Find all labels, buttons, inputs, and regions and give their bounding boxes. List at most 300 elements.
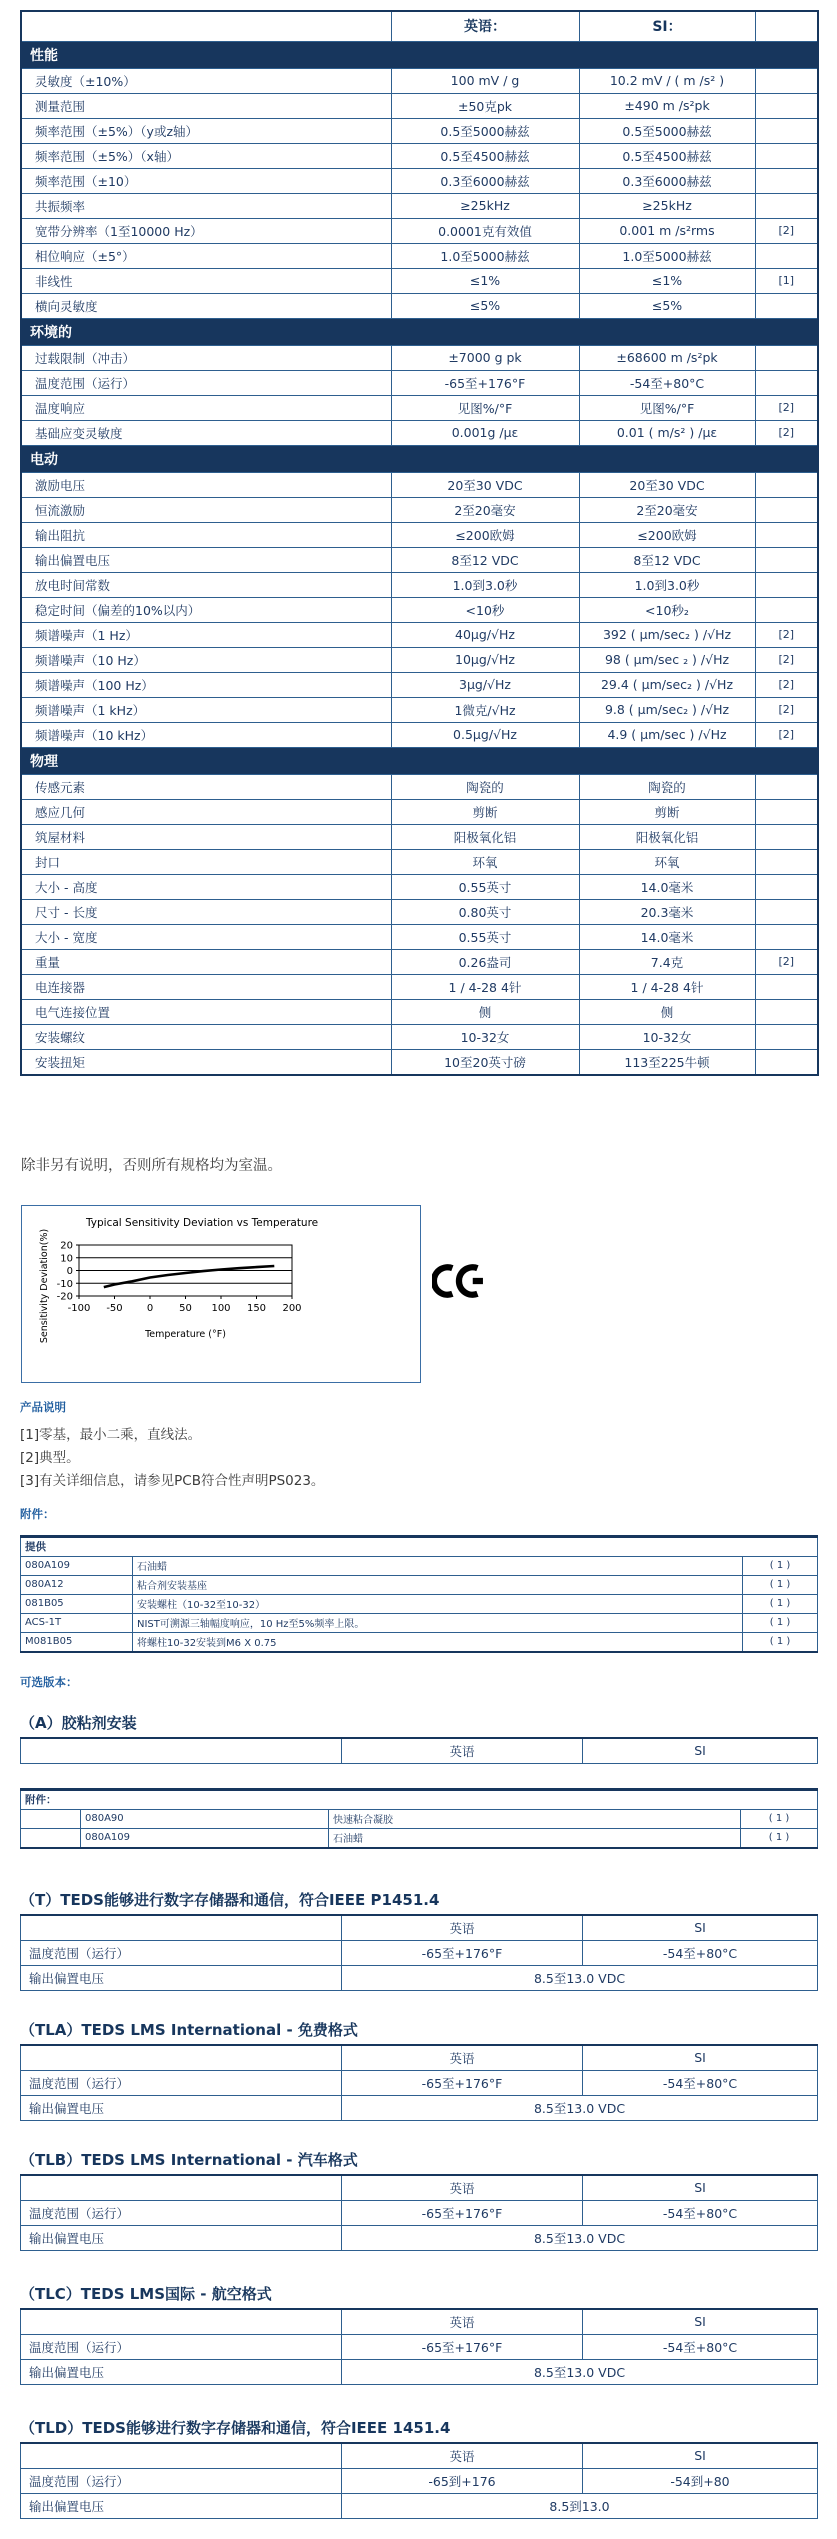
spec-label: 激励电压 — [21, 472, 391, 497]
chart-xtick: 150 — [246, 1302, 267, 1314]
spec-label: 放电时间常数 — [21, 572, 391, 597]
spec-row — [21, 949, 818, 974]
spec-label: 频谱噪声（1 kHz） — [21, 697, 391, 722]
accessory-part-number: 080A12 — [21, 1575, 133, 1594]
supplied-label: 提供 — [21, 1536, 818, 1556]
spec-note-ref — [755, 168, 818, 193]
version-spec-english-value: -65至+176°F — [342, 2200, 583, 2225]
accessory-quantity: ( 1 ) — [743, 1594, 818, 1613]
spec-row — [21, 899, 818, 924]
spec-row — [21, 472, 818, 497]
version-accessories-header-row — [21, 1789, 818, 1809]
spec-english-value: <10秒 — [391, 597, 579, 622]
spec-label: 宽带分辨率（1至10000 Hz） — [21, 218, 391, 243]
version-col-spacer — [21, 2045, 342, 2071]
spec-english-value: 0.26盎司 — [391, 949, 579, 974]
section-title: 物理 — [21, 747, 818, 774]
spec-si-value: 环氧 — [579, 849, 755, 874]
spec-english-value: 0.55英寸 — [391, 924, 579, 949]
version-col-english: 英语 — [342, 1915, 583, 1941]
accessory-quantity: ( 1 ) — [743, 1632, 818, 1652]
chart-series-line — [104, 1266, 274, 1287]
section-header-row — [21, 318, 818, 345]
version-spec-english-value: -65至+176°F — [342, 1940, 583, 1965]
chart-xlabel: Temperature (°F) — [145, 1328, 226, 1340]
spec-row — [21, 999, 818, 1024]
spec-row — [21, 118, 818, 143]
version-table-TLD — [20, 2442, 818, 2519]
header-english-label: 英语： — [391, 11, 579, 41]
spec-note-ref — [755, 68, 818, 93]
spec-row — [21, 672, 818, 697]
spec-label: 温度响应 — [21, 395, 391, 420]
spec-note-ref: [2] — [755, 218, 818, 243]
spec-english-value: 0.5至4500赫兹 — [391, 143, 579, 168]
spec-note-ref — [755, 1049, 818, 1075]
version-heading-TLB: （TLB）TEDS LMS International - 汽车格式 — [20, 2150, 358, 2169]
sensitivity-chart-svg — [22, 1206, 420, 1382]
spec-label: 安装扭矩 — [21, 1049, 391, 1075]
spec-note-ref — [755, 243, 818, 268]
version-table-header-row — [21, 2175, 818, 2201]
chart-and-ce-row — [20, 1205, 817, 1383]
version-col-si: SI — [583, 2309, 818, 2335]
spec-english-value: 0.5至5000赫兹 — [391, 118, 579, 143]
version-accessory-part-number: 080A109 — [81, 1828, 329, 1848]
spec-si-value: 392 ( μm/sec₂ ) /√Hz — [579, 622, 755, 647]
chart-xtick: -100 — [67, 1302, 91, 1314]
spec-row — [21, 547, 818, 572]
version-spec-english-value: -65到+176 — [342, 2468, 583, 2493]
spec-si-value: 20至30 VDC — [579, 472, 755, 497]
accessory-part-number: M081B05 — [21, 1632, 133, 1652]
header-spacer-cell — [21, 11, 391, 41]
version-accessory-row — [21, 1809, 818, 1828]
spec-label: 尺寸 - 长度 — [21, 899, 391, 924]
version-spec-label: 输出偏置电压 — [21, 2359, 342, 2384]
accessory-row — [21, 1575, 818, 1594]
version-col-si: SI — [583, 1738, 818, 1764]
spec-note-ref — [755, 118, 818, 143]
header-note-cell — [755, 11, 818, 41]
version-spec-label: 输出偏置电压 — [21, 1965, 342, 1990]
version-block-A — [20, 1712, 817, 1849]
spec-note-ref: [1] — [755, 268, 818, 293]
version-spec-row — [21, 2095, 818, 2120]
spec-note-ref — [755, 1024, 818, 1049]
spec-row — [21, 924, 818, 949]
version-accessory-description: 快速粘合凝胶 — [329, 1809, 741, 1828]
chart-ytick: 0 — [66, 1265, 73, 1277]
spec-english-value: 环氧 — [391, 849, 579, 874]
version-col-spacer — [21, 1738, 342, 1764]
spec-note-ref — [755, 143, 818, 168]
version-spec-label: 温度范围（运行） — [21, 2468, 342, 2493]
accessories-title: 附件： — [20, 1506, 55, 1521]
accessory-description: 粘合剂安装基座 — [133, 1575, 743, 1594]
spec-row — [21, 1024, 818, 1049]
spec-row — [21, 774, 818, 799]
version-spec-row — [21, 1965, 818, 1990]
version-spec-span-value: 8.5至13.0 VDC — [342, 1965, 818, 1990]
spec-si-value: 1.0到3.0秒 — [579, 572, 755, 597]
version-table-header-row — [21, 2045, 818, 2071]
spec-si-value: 4.9 ( μm/sec ) /√Hz — [579, 722, 755, 747]
spec-label: 稳定时间（偏差的10%以内） — [21, 597, 391, 622]
version-accessory-quantity: ( 1 ) — [741, 1828, 818, 1848]
spec-note-ref — [755, 370, 818, 395]
spec-row — [21, 345, 818, 370]
accessory-description: 将螺柱10-32安装到M6 X 0.75 — [133, 1632, 743, 1652]
spec-note-ref — [755, 874, 818, 899]
spec-label: 筑屋材料 — [21, 824, 391, 849]
spec-english-value: 0.3至6000赫兹 — [391, 168, 579, 193]
spec-english-value: 1微克/√Hz — [391, 697, 579, 722]
version-spec-label: 输出偏置电压 — [21, 2493, 342, 2518]
spec-note-ref: [2] — [755, 949, 818, 974]
spec-note-ref — [755, 547, 818, 572]
spec-label: 恒流激励 — [21, 497, 391, 522]
spec-label: 传感元素 — [21, 774, 391, 799]
accessory-row — [21, 1632, 818, 1652]
spec-row — [21, 268, 818, 293]
accessory-description: 石油蜡 — [133, 1556, 743, 1575]
version-spec-si-value: -54至+80°C — [583, 1940, 818, 1965]
spec-row — [21, 697, 818, 722]
room-temperature-note: 除非另有说明，否则所有规格均为室温。 — [21, 1157, 282, 1174]
spec-label: 电气连接位置 — [21, 999, 391, 1024]
version-spec-label: 温度范围（运行） — [21, 2334, 342, 2359]
version-table-A — [20, 1737, 818, 1764]
version-spec-label: 温度范围（运行） — [21, 1940, 342, 1965]
spec-si-value: 29.4 ( μm/sec₂ ) /√Hz — [579, 672, 755, 697]
version-table-header-row — [21, 1915, 818, 1941]
spec-row — [21, 68, 818, 93]
spec-si-value: 1.0至5000赫兹 — [579, 243, 755, 268]
optional-versions — [20, 1712, 817, 2519]
spec-english-value: 2至20毫安 — [391, 497, 579, 522]
version-spec-si-value: -54至+80°C — [583, 2334, 818, 2359]
version-table-TLA — [20, 2044, 818, 2121]
spec-english-value: 40μg/√Hz — [391, 622, 579, 647]
version-spec-label: 输出偏置电压 — [21, 2225, 342, 2250]
spec-note-ref: [2] — [755, 622, 818, 647]
spec-english-value: 0.55英寸 — [391, 874, 579, 899]
spec-label: 共振频率 — [21, 193, 391, 218]
spec-si-value: <10秒₂ — [579, 597, 755, 622]
version-spec-row — [21, 2493, 818, 2518]
spec-english-value: 10-32女 — [391, 1024, 579, 1049]
version-spec-row — [21, 2334, 818, 2359]
spec-english-value: 0.5μg/√Hz — [391, 722, 579, 747]
accessory-description: 安装螺柱（10-32至10-32） — [133, 1594, 743, 1613]
accessory-quantity: ( 1 ) — [743, 1556, 818, 1575]
section-header-row — [21, 445, 818, 472]
spec-english-value: ≥25kHz — [391, 193, 579, 218]
section-title: 性能 — [21, 41, 818, 68]
spec-note-ref — [755, 472, 818, 497]
spec-label: 大小 - 宽度 — [21, 924, 391, 949]
spec-si-value: 10.2 mV / ( m /s² ) — [579, 68, 755, 93]
version-accessory-spacer — [21, 1828, 81, 1848]
spec-english-value: 10至20英寸磅 — [391, 1049, 579, 1075]
section-title: 环境的 — [21, 318, 818, 345]
spec-english-value: -65至+176°F — [391, 370, 579, 395]
version-col-spacer — [21, 2309, 342, 2335]
spec-si-value: 1 / 4-28 4针 — [579, 974, 755, 999]
product-notes — [20, 1424, 817, 1493]
product-note-line: [2]典型。 — [20, 1449, 80, 1466]
optional-versions-title: 可选版本： — [20, 1674, 78, 1689]
spec-note-ref — [755, 497, 818, 522]
spec-row — [21, 974, 818, 999]
spec-si-value: ≥25kHz — [579, 193, 755, 218]
spec-label: 频率范围（±5%）（x轴） — [21, 143, 391, 168]
spec-row — [21, 799, 818, 824]
version-spec-row — [21, 2225, 818, 2250]
spec-row — [21, 1049, 818, 1075]
version-col-english: 英语 — [342, 2175, 583, 2201]
spec-english-value: ±50克pk — [391, 93, 579, 118]
chart-xtick: 200 — [282, 1302, 302, 1314]
supplied-accessories-header-row — [21, 1536, 818, 1556]
spec-note-ref — [755, 93, 818, 118]
spec-english-value: 1 / 4-28 4针 — [391, 974, 579, 999]
section-header-row — [21, 41, 818, 68]
spec-si-value: 8至12 VDC — [579, 547, 755, 572]
version-accessory-description: 石油蜡 — [329, 1828, 741, 1848]
spec-english-value: 0.0001克有效值 — [391, 218, 579, 243]
version-spec-english-value: -65至+176°F — [342, 2070, 583, 2095]
spec-note-ref: [2] — [755, 395, 818, 420]
version-spec-row — [21, 2468, 818, 2493]
spec-row — [21, 597, 818, 622]
version-spec-si-value: -54到+80 — [583, 2468, 818, 2493]
spec-row — [21, 522, 818, 547]
version-spec-si-value: -54至+80°C — [583, 2200, 818, 2225]
spec-label: 基础应变灵敏度 — [21, 420, 391, 445]
spec-english-value: 0.001g /με — [391, 420, 579, 445]
spec-table-header-row — [21, 11, 818, 41]
spec-english-value: ≤5% — [391, 293, 579, 318]
version-col-spacer — [21, 1915, 342, 1941]
chart-ytick: 10 — [60, 1252, 73, 1264]
spec-label: 相位响应（±5°） — [21, 243, 391, 268]
version-table-TLB — [20, 2174, 818, 2251]
spec-row — [21, 722, 818, 747]
spec-note-ref: [2] — [755, 420, 818, 445]
spec-english-value: ≤200欧姆 — [391, 522, 579, 547]
spec-note-ref — [755, 799, 818, 824]
spec-si-value: 20.3毫米 — [579, 899, 755, 924]
spec-label: 频率范围（±5%）（y或z轴） — [21, 118, 391, 143]
version-table-header-row — [21, 2443, 818, 2469]
spec-row — [21, 395, 818, 420]
spec-label: 频谱噪声（100 Hz） — [21, 672, 391, 697]
spec-si-value: 0.001 m /s²rms — [579, 218, 755, 243]
spec-row — [21, 622, 818, 647]
version-table-T — [20, 1914, 818, 1991]
version-accessory-row — [21, 1828, 818, 1848]
spec-note-ref — [755, 824, 818, 849]
accessory-row — [21, 1594, 818, 1613]
spec-label: 温度范围（运行） — [21, 370, 391, 395]
version-spec-label: 温度范围（运行） — [21, 2200, 342, 2225]
spec-label: 输出偏置电压 — [21, 547, 391, 572]
product-note-line: [3]有关详细信息，请参见PCB符合性声明PS023。 — [20, 1472, 325, 1489]
spec-english-value: 10μg/√Hz — [391, 647, 579, 672]
product-notes-title: 产品说明 — [20, 1399, 66, 1414]
chart-ylabel: Sensitivity Deviation(%) — [39, 1228, 50, 1343]
spec-si-value: 113至225牛顿 — [579, 1049, 755, 1075]
spec-english-value: 侧 — [391, 999, 579, 1024]
spec-si-value: 7.4克 — [579, 949, 755, 974]
accessory-part-number: 080A109 — [21, 1556, 133, 1575]
spec-english-value: 见图%/°F — [391, 395, 579, 420]
product-note-line: [1]零基，最小二乘，直线法。 — [20, 1426, 202, 1443]
spec-english-value: 剪断 — [391, 799, 579, 824]
spec-si-value: 0.5至5000赫兹 — [579, 118, 755, 143]
spec-si-value: 陶瓷的 — [579, 774, 755, 799]
version-spec-si-value: -54至+80°C — [583, 2070, 818, 2095]
spec-english-value: 0.80英寸 — [391, 899, 579, 924]
version-accessory-quantity: ( 1 ) — [741, 1809, 818, 1828]
version-col-si: SI — [583, 1915, 818, 1941]
spec-note-ref: [2] — [755, 697, 818, 722]
spec-row — [21, 370, 818, 395]
version-block-TLD — [20, 2417, 817, 2519]
spec-english-value: 阳极氧化铝 — [391, 824, 579, 849]
version-col-spacer — [21, 2443, 342, 2469]
spec-si-value: ≤200欧姆 — [579, 522, 755, 547]
spec-si-value: 2至20毫安 — [579, 497, 755, 522]
spec-note-ref — [755, 999, 818, 1024]
spec-english-value: 3μg/√Hz — [391, 672, 579, 697]
spec-label: 电连接器 — [21, 974, 391, 999]
spec-si-value: -54至+80°C — [579, 370, 755, 395]
spec-note-ref — [755, 849, 818, 874]
spec-si-value: 14.0毫米 — [579, 924, 755, 949]
spec-note-ref: [2] — [755, 672, 818, 697]
version-table-header-row — [21, 1738, 818, 1764]
spec-row — [21, 243, 818, 268]
version-col-si: SI — [583, 2443, 818, 2469]
spec-si-value: 10-32女 — [579, 1024, 755, 1049]
spec-si-value: ±68600 m /s²pk — [579, 345, 755, 370]
version-spec-label: 温度范围（运行） — [21, 2070, 342, 2095]
spec-label: 安装螺纹 — [21, 1024, 391, 1049]
spec-note-ref — [755, 193, 818, 218]
version-accessory-part-number: 080A90 — [81, 1809, 329, 1828]
spec-table — [20, 10, 819, 1076]
spec-label: 重量 — [21, 949, 391, 974]
spec-row — [21, 824, 818, 849]
spec-si-value: 0.01 ( m/s² ) /με — [579, 420, 755, 445]
spec-si-value: 侧 — [579, 999, 755, 1024]
spec-label: 测量范围 — [21, 93, 391, 118]
spec-si-value: ≤1% — [579, 268, 755, 293]
spec-label: 频谱噪声（10 Hz） — [21, 647, 391, 672]
spec-row — [21, 168, 818, 193]
version-spec-english-value: -65至+176°F — [342, 2334, 583, 2359]
version-accessory-spacer — [21, 1809, 81, 1828]
chart-xtick: -50 — [106, 1302, 123, 1314]
spec-note-ref — [755, 293, 818, 318]
header-si-label: SI： — [579, 11, 755, 41]
spec-row — [21, 218, 818, 243]
accessory-row — [21, 1556, 818, 1575]
spec-row — [21, 572, 818, 597]
spec-label: 感应几何 — [21, 799, 391, 824]
accessory-quantity: ( 1 ) — [743, 1575, 818, 1594]
spec-english-value: 100 mV / g — [391, 68, 579, 93]
version-spec-row — [21, 2200, 818, 2225]
spec-note-ref — [755, 572, 818, 597]
chart-xtick: 100 — [211, 1302, 231, 1314]
spec-note-ref: [2] — [755, 722, 818, 747]
version-spec-span-value: 8.5到13.0 — [342, 2493, 818, 2518]
version-spec-row — [21, 2070, 818, 2095]
spec-si-value: 见图%/°F — [579, 395, 755, 420]
chart-xtick: 0 — [146, 1302, 154, 1314]
version-col-si: SI — [583, 2045, 818, 2071]
spec-row — [21, 143, 818, 168]
spec-note-ref — [755, 974, 818, 999]
version-heading-TLD: （TLD）TEDS能够进行数字存储器和通信，符合IEEE 1451.4 — [20, 2418, 451, 2437]
version-spec-label: 输出偏置电压 — [21, 2095, 342, 2120]
spec-english-value: 20至30 VDC — [391, 472, 579, 497]
chart-ytick: 20 — [60, 1240, 73, 1251]
version-col-spacer — [21, 2175, 342, 2201]
spec-si-value: ±490 m /s²pk — [579, 93, 755, 118]
version-spec-row — [21, 1940, 818, 1965]
spec-row — [21, 193, 818, 218]
version-heading-T: （T）TEDS能够进行数字存储器和通信，符合IEEE P1451.4 — [20, 1890, 440, 1909]
spec-label: 封口 — [21, 849, 391, 874]
version-table-header-row — [21, 2309, 818, 2335]
spec-label: 频率范围（±10） — [21, 168, 391, 193]
spec-label: 非线性 — [21, 268, 391, 293]
accessory-description: NIST可溯源三轴幅度响应，10 Hz至5%频率上限。 — [133, 1613, 743, 1632]
version-spec-span-value: 8.5至13.0 VDC — [342, 2225, 818, 2250]
version-block-TLC — [20, 2283, 817, 2385]
version-heading-TLC: （TLC）TEDS LMS国际 - 航空格式 — [20, 2284, 272, 2303]
spec-label: 灵敏度（±10%） — [21, 68, 391, 93]
version-accessories-label: 附件： — [21, 1789, 818, 1809]
spec-english-value: ≤1% — [391, 268, 579, 293]
accessory-quantity: ( 1 ) — [743, 1613, 818, 1632]
spec-si-value: ≤5% — [579, 293, 755, 318]
spec-note-ref — [755, 774, 818, 799]
version-col-si: SI — [583, 2175, 818, 2201]
version-block-TLA — [20, 2019, 817, 2121]
spec-label: 频谱噪声（1 Hz） — [21, 622, 391, 647]
version-block-TLB — [20, 2149, 817, 2251]
version-heading-A: （A）胶粘剂安装 — [20, 1713, 137, 1732]
spec-english-value: ±7000 g pk — [391, 345, 579, 370]
version-col-english: 英语 — [342, 2443, 583, 2469]
spec-note-ref — [755, 522, 818, 547]
sensitivity-deviation-chart — [21, 1205, 421, 1383]
version-col-english: 英语 — [342, 2309, 583, 2335]
version-table-TLC — [20, 2308, 818, 2385]
spec-label: 横向灵敏度 — [21, 293, 391, 318]
accessory-part-number: 081B05 — [21, 1594, 133, 1613]
section-header-row — [21, 747, 818, 774]
spec-si-value: 14.0毫米 — [579, 874, 755, 899]
spec-label: 输出阻抗 — [21, 522, 391, 547]
section-title: 电动 — [21, 445, 818, 472]
